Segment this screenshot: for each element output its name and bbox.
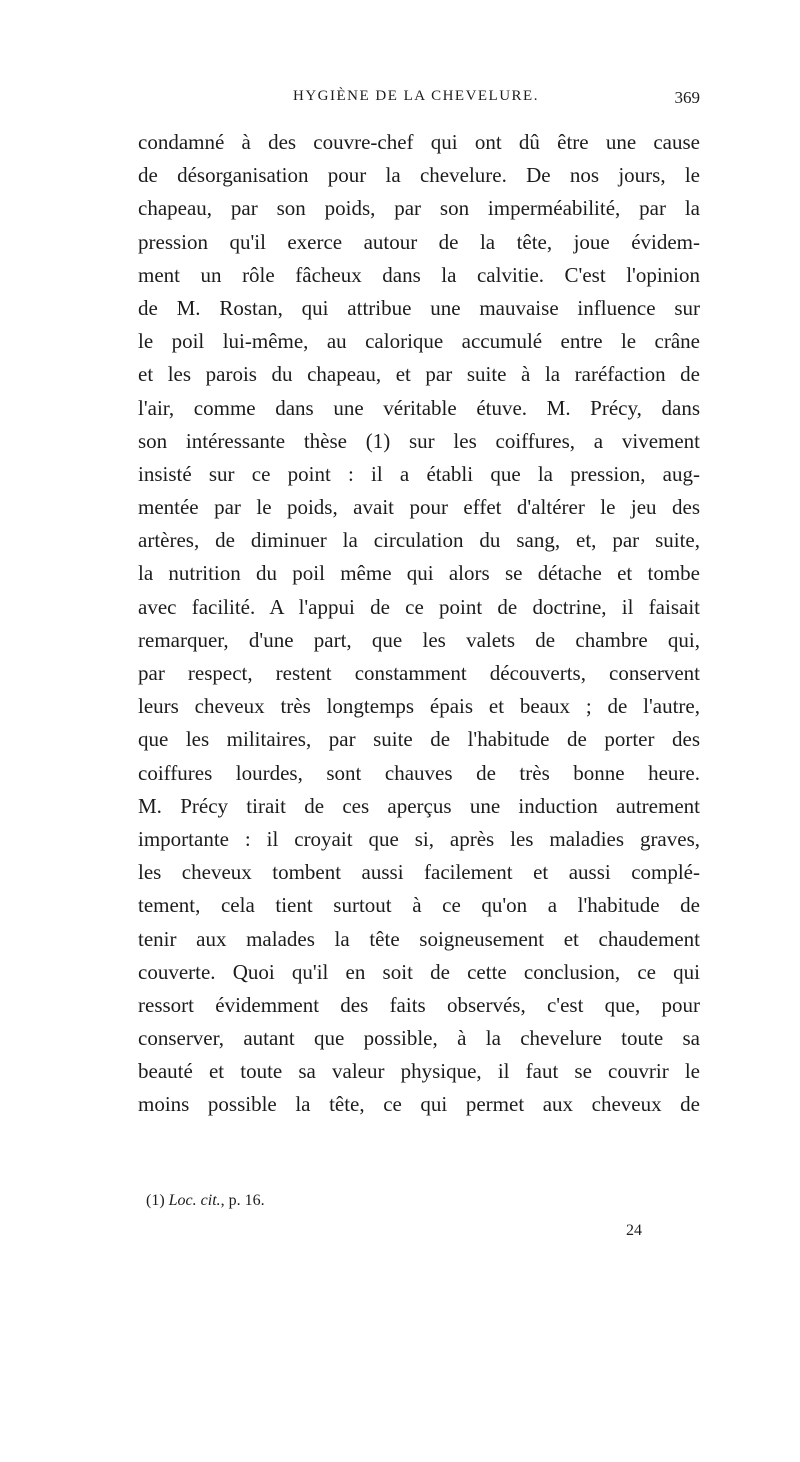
text-line: ressort évidemment des faits observés, c'est que, pour <box>138 992 700 1017</box>
text-line: mentée par le poids, avait pour effet d'altérer le jeu des <box>138 495 700 520</box>
text-line: beauté et toute sa valeur physique, il faut se couvrir le <box>138 1059 700 1084</box>
text-line: de désorganisation pour la chevelure. De nos jours, le <box>138 163 700 188</box>
text-line: ment un rôle fâcheux dans la calvitie. C'est l'opinion <box>138 262 700 287</box>
footnote-reference: Loc. cit. <box>168 1192 221 1209</box>
text-line: le poil lui-même, au calorique accumulé entre le crâne <box>138 329 700 354</box>
running-title: HYGIÈNE DE LA CHEVELURE. <box>293 88 539 104</box>
text-line: tement, cela tient surtout à ce qu'on a l'habitude de <box>138 893 700 918</box>
signature-mark: 24 <box>626 1222 642 1239</box>
text-line: remarquer, d'une part, que les valets de chambre qui, <box>138 627 700 652</box>
footnote-page: , p. 16. <box>220 1192 265 1209</box>
text-line: les cheveux tombent aussi facilement et aussi complé- <box>138 860 700 885</box>
text-line: que les militaires, par suite de l'habitude de porter des <box>138 727 700 752</box>
text-line: artères, de diminuer la circulation du sang, et, par suite, <box>138 528 700 553</box>
page-number: 369 <box>674 88 700 107</box>
text-line: leurs cheveux très longtemps épais et beaux ; de l'autre, <box>138 694 700 719</box>
text-line: de M. Rostan, qui attribue une mauvaise influence sur <box>138 295 700 320</box>
footnote <box>146 1192 265 1210</box>
text-line: avec facilité. A l'appui de ce point de doctrine, il faisait <box>138 594 700 619</box>
text-line: coiffures lourdes, sont chauves de très bonne heure. <box>138 760 700 785</box>
text-line: l'air, comme dans une véritable étuve. M. Précy, dans <box>138 395 700 420</box>
body-text <box>138 126 700 1122</box>
text-line: conserver, autant que possible, à la chevelure toute sa <box>138 1026 700 1051</box>
text-line: insisté sur ce point : il a établi que la pression, aug- <box>138 461 700 486</box>
text-line: et les parois du chapeau, et par suite à la raréfaction de <box>138 362 700 387</box>
text-line: pression qu'il exerce autour de la tête, joue évidem- <box>138 229 700 254</box>
text-line: couverte. Quoi qu'il en soit de cette conclusion, ce qui <box>138 959 700 984</box>
running-head <box>132 88 700 112</box>
text-line: chapeau, par son poids, par son imperméabilité, par la <box>138 196 700 221</box>
text-line: la nutrition du poil même qui alors se détache et tombe <box>138 561 700 586</box>
text-line: tenir aux malades la tête soigneusement et chaudement <box>138 926 700 951</box>
text-line: M. Précy tirait de ces aperçus une induction autrement <box>138 793 700 818</box>
text-line: son intéressante thèse (1) sur les coiffures, a vivement <box>138 428 700 453</box>
text-line: importante : il croyait que si, après les maladies graves, <box>138 826 700 851</box>
text-line: par respect, restent constamment découverts, conservent <box>138 661 700 685</box>
text-line: condamné à des couvre-chef qui ont dû être une cause <box>138 130 700 154</box>
footnote-marker: (1) <box>146 1192 169 1209</box>
text-line: moins possible la tête, ce qui permet aux cheveux de <box>138 1092 700 1117</box>
